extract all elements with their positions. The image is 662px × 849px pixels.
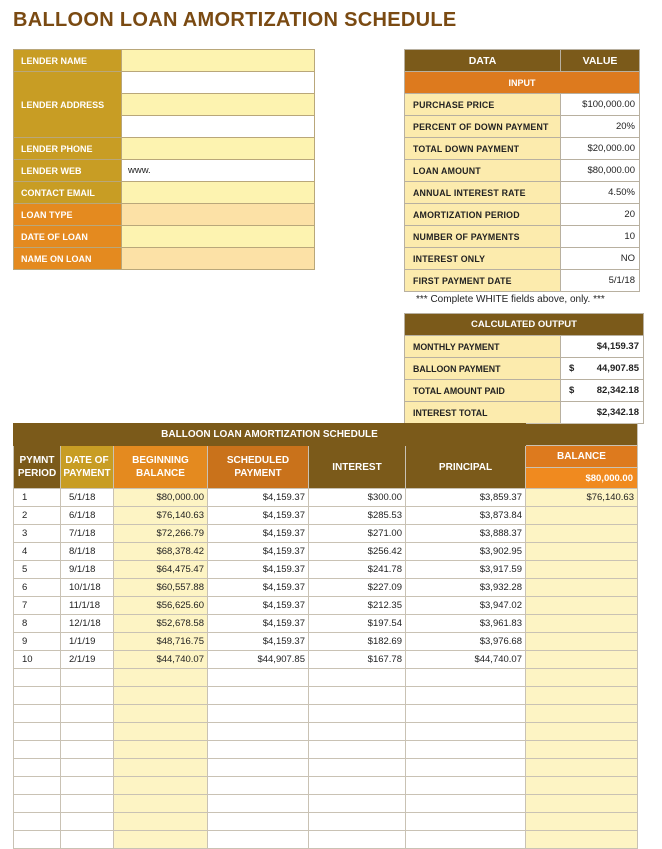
name-on-loan-label: NAME ON LOAN — [14, 248, 122, 270]
schedule-cell-principal — [406, 669, 526, 687]
lender-info-table — [13, 49, 315, 270]
lender-phone-label: LENDER PHONE — [14, 138, 122, 160]
schedule-cell-balance: $76,140.63 — [526, 489, 638, 507]
first-payment-date-input[interactable]: 5/1/18 — [561, 270, 640, 292]
page-title: BALLOON LOAN AMORTIZATION SCHEDULE — [13, 9, 457, 31]
schedule-cell-scheduled-payment — [208, 669, 309, 687]
schedule-row — [14, 831, 638, 849]
input-label: AMORTIZATION PERIOD — [405, 204, 561, 226]
contact-email-input[interactable] — [122, 182, 315, 204]
calculated-output-table — [404, 313, 644, 424]
schedule-cell-beginning-balance — [114, 705, 208, 723]
interest-total-value — [561, 402, 644, 424]
input-label: LOAN AMOUNT — [405, 160, 561, 182]
value-column-header: VALUE — [561, 50, 640, 72]
schedule-row — [14, 525, 638, 543]
total-amount-paid-value — [561, 380, 644, 402]
schedule-row — [14, 741, 638, 759]
schedule-cell-period: 7 — [14, 597, 61, 615]
schedule-row — [14, 507, 638, 525]
schedule-row — [14, 597, 638, 615]
output-row — [405, 336, 644, 358]
amortization-period-input[interactable]: 20 — [561, 204, 640, 226]
lender-address-input-2[interactable] — [122, 94, 315, 116]
schedule-cell-period — [14, 687, 61, 705]
schedule-body — [14, 489, 638, 849]
input-row — [405, 160, 640, 182]
schedule-cell-payment-date — [61, 669, 114, 687]
interest-total-label: INTEREST TOTAL — [405, 402, 561, 424]
date-header-line-2: PAYMENT — [63, 468, 111, 479]
schedule-cell-interest: $197.54 — [309, 615, 406, 633]
date-of-loan-input[interactable] — [122, 226, 315, 248]
input-row — [405, 182, 640, 204]
schedule-cell-balance — [526, 831, 638, 849]
input-label: PURCHASE PRICE — [405, 94, 561, 116]
schedule-cell-payment-date: 2/1/19 — [61, 651, 114, 669]
balance-caption-spacer — [526, 424, 638, 446]
schedule-cell-scheduled-payment: $4,159.37 — [208, 543, 309, 561]
period-header-line-1: PYMNT — [19, 455, 55, 466]
input-label: NUMBER OF PAYMENTS — [405, 226, 561, 248]
schedule-cell-beginning-balance: $52,678.58 — [114, 615, 208, 633]
input-label: ANNUAL INTEREST RATE — [405, 182, 561, 204]
schedule-cell-interest — [309, 687, 406, 705]
schedule-cell-interest — [309, 813, 406, 831]
input-row — [405, 204, 640, 226]
schedule-cell-payment-date: 5/1/18 — [61, 489, 114, 507]
lender-web-label: LENDER WEB — [14, 160, 122, 182]
schedule-cell-payment-date: 1/1/19 — [61, 633, 114, 651]
schedule-cell-period — [14, 669, 61, 687]
schedule-cell-period — [14, 741, 61, 759]
period-header-line-2: PERIOD — [17, 468, 57, 479]
lender-address-input-3[interactable] — [122, 116, 315, 138]
schedule-cell-period: 8 — [14, 615, 61, 633]
schedule-cell-beginning-balance — [114, 723, 208, 741]
schedule-cell-balance — [526, 741, 638, 759]
schedule-cell-interest: $271.00 — [309, 525, 406, 543]
input-label: TOTAL DOWN PAYMENT — [405, 138, 561, 160]
schedule-cell-principal: $3,932.28 — [406, 579, 526, 597]
schedule-cell-balance — [526, 543, 638, 561]
schedule-cell-period — [14, 795, 61, 813]
schedule-cell-scheduled-payment: $4,159.37 — [208, 615, 309, 633]
schedule-cell-principal — [406, 741, 526, 759]
amortization-schedule-table — [13, 423, 638, 849]
input-row — [405, 94, 640, 116]
down-payment-percent-input[interactable]: 20% — [561, 116, 640, 138]
schedule-cell-interest — [309, 831, 406, 849]
schedule-cell-scheduled-payment: $4,159.37 — [208, 597, 309, 615]
schedule-cell-interest: $167.78 — [309, 651, 406, 669]
schedule-cell-balance — [526, 777, 638, 795]
schedule-cell-scheduled-payment — [208, 741, 309, 759]
schedule-cell-balance — [526, 507, 638, 525]
schedule-cell-balance — [526, 705, 638, 723]
schedule-cell-beginning-balance: $56,625.60 — [114, 597, 208, 615]
input-row — [405, 270, 640, 292]
schedule-cell-scheduled-payment — [208, 795, 309, 813]
schedule-cell-beginning-balance — [114, 777, 208, 795]
schedule-cell-balance — [526, 795, 638, 813]
period-column-header — [14, 446, 61, 489]
total-amount-paid-amount: 82,342.18 — [596, 385, 639, 396]
lender-name-label: LENDER NAME — [14, 50, 122, 72]
schedule-cell-balance — [526, 813, 638, 831]
schedule-cell-interest — [309, 723, 406, 741]
schedule-cell-principal — [406, 813, 526, 831]
schedule-cell-period: 2 — [14, 507, 61, 525]
schedule-cell-scheduled-payment — [208, 687, 309, 705]
scheduled-payment-column-header — [208, 446, 309, 489]
schedule-cell-principal — [406, 687, 526, 705]
interest-column-header: INTEREST — [309, 446, 406, 489]
schedule-row — [14, 777, 638, 795]
schedule-cell-beginning-balance — [114, 759, 208, 777]
total-amount-paid-label: TOTAL AMOUNT PAID — [405, 380, 561, 402]
schedule-cell-period — [14, 723, 61, 741]
schedule-cell-principal: $3,961.83 — [406, 615, 526, 633]
balloon-payment-value — [561, 358, 644, 380]
data-column-header: DATA — [405, 50, 561, 72]
schedule-cell-period: 1 — [14, 489, 61, 507]
lender-address-row — [14, 72, 315, 94]
currency-symbol: $ — [569, 385, 575, 396]
schedule-row — [14, 561, 638, 579]
schedule-cell-beginning-balance: $48,716.75 — [114, 633, 208, 651]
schedule-cell-scheduled-payment — [208, 705, 309, 723]
schedule-cell-principal: $3,888.37 — [406, 525, 526, 543]
schedule-cell-period: 10 — [14, 651, 61, 669]
schedule-cell-period: 6 — [14, 579, 61, 597]
schedule-cell-payment-date — [61, 777, 114, 795]
schedule-cell-principal: $3,917.59 — [406, 561, 526, 579]
lender-web-input[interactable]: www. — [122, 160, 315, 182]
schedule-cell-beginning-balance: $76,140.63 — [114, 507, 208, 525]
input-label: INTEREST ONLY — [405, 248, 561, 270]
loan-type-row — [14, 204, 315, 226]
number-of-payments-input[interactable]: 10 — [561, 226, 640, 248]
schedule-cell-interest: $241.78 — [309, 561, 406, 579]
balloon-payment-amount: 44,907.85 — [596, 363, 639, 374]
input-row — [405, 116, 640, 138]
schedule-cell-principal: $3,859.37 — [406, 489, 526, 507]
schedule-cell-beginning-balance: $60,557.88 — [114, 579, 208, 597]
schedule-row — [14, 723, 638, 741]
contact-email-label: CONTACT EMAIL — [14, 182, 122, 204]
schedule-cell-period — [14, 813, 61, 831]
lender-phone-row — [14, 138, 315, 160]
schedule-cell-beginning-balance: $64,475.47 — [114, 561, 208, 579]
interest-only-input[interactable]: NO — [561, 248, 640, 270]
schedule-cell-balance — [526, 687, 638, 705]
schedule-cell-scheduled-payment: $44,907.85 — [208, 651, 309, 669]
schedule-cell-period — [14, 777, 61, 795]
calculated-output-header: CALCULATED OUTPUT — [405, 314, 644, 336]
balloon-payment-label: BALLOON PAYMENT — [405, 358, 561, 380]
input-row — [405, 226, 640, 248]
purchase-price-input[interactable]: $100,000.00 — [561, 94, 640, 116]
schedule-cell-principal — [406, 723, 526, 741]
schedule-cell-balance — [526, 651, 638, 669]
schedule-cell-principal — [406, 795, 526, 813]
principal-column-header: PRINCIPAL — [406, 446, 526, 489]
schedule-cell-period: 5 — [14, 561, 61, 579]
schedule-cell-payment-date — [61, 795, 114, 813]
monthly-payment-amount: $4,159.37 — [596, 341, 639, 352]
schedule-row — [14, 759, 638, 777]
schedule-cell-payment-date: 12/1/18 — [61, 615, 114, 633]
schedule-cell-principal: $3,873.84 — [406, 507, 526, 525]
schedule-cell-scheduled-payment: $4,159.37 — [208, 579, 309, 597]
schedule-cell-beginning-balance: $68,378.42 — [114, 543, 208, 561]
schedule-row — [14, 579, 638, 597]
schedule-cell-payment-date — [61, 723, 114, 741]
input-label: PERCENT OF DOWN PAYMENT — [405, 116, 561, 138]
schedule-row — [14, 543, 638, 561]
schedule-cell-balance — [526, 615, 638, 633]
schedule-cell-scheduled-payment — [208, 813, 309, 831]
schedule-cell-payment-date — [61, 813, 114, 831]
schedule-cell-scheduled-payment: $4,159.37 — [208, 489, 309, 507]
schedule-cell-beginning-balance — [114, 741, 208, 759]
schedule-cell-interest: $227.09 — [309, 579, 406, 597]
schedule-cell-principal: $3,976.68 — [406, 633, 526, 651]
scheduled-header-line-1: SCHEDULED — [226, 455, 290, 466]
schedule-row — [14, 633, 638, 651]
schedule-cell-scheduled-payment — [208, 723, 309, 741]
schedule-cell-interest — [309, 795, 406, 813]
schedule-cell-principal — [406, 831, 526, 849]
input-section-header: INPUT — [405, 72, 640, 94]
schedule-cell-interest — [309, 777, 406, 795]
schedule-cell-beginning-balance — [114, 831, 208, 849]
schedule-cell-interest: $182.69 — [309, 633, 406, 651]
schedule-cell-period: 3 — [14, 525, 61, 543]
contact-email-row — [14, 182, 315, 204]
interest-rate-input[interactable]: 4.50% — [561, 182, 640, 204]
schedule-cell-period: 9 — [14, 633, 61, 651]
schedule-row — [14, 651, 638, 669]
schedule-caption: BALLOON LOAN AMORTIZATION SCHEDULE — [14, 424, 526, 446]
lender-name-row — [14, 50, 315, 72]
schedule-cell-payment-date: 7/1/18 — [61, 525, 114, 543]
schedule-cell-period — [14, 759, 61, 777]
schedule-cell-principal: $3,902.95 — [406, 543, 526, 561]
schedule-cell-interest — [309, 705, 406, 723]
schedule-row — [14, 489, 638, 507]
schedule-cell-payment-date: 11/1/18 — [61, 597, 114, 615]
schedule-cell-interest — [309, 759, 406, 777]
date-of-loan-label: DATE OF LOAN — [14, 226, 122, 248]
schedule-cell-interest: $256.42 — [309, 543, 406, 561]
schedule-cell-balance — [526, 597, 638, 615]
beginning-header-line-1: BEGINNING — [132, 455, 189, 466]
output-row — [405, 358, 644, 380]
schedule-cell-beginning-balance — [114, 795, 208, 813]
schedule-cell-beginning-balance — [114, 813, 208, 831]
schedule-cell-beginning-balance: $72,266.79 — [114, 525, 208, 543]
currency-symbol: $ — [569, 363, 575, 374]
schedule-cell-period — [14, 831, 61, 849]
schedule-cell-scheduled-payment — [208, 831, 309, 849]
lender-web-row — [14, 160, 315, 182]
schedule-cell-payment-date: 10/1/18 — [61, 579, 114, 597]
lender-name-input[interactable] — [122, 50, 315, 72]
schedule-cell-scheduled-payment: $4,159.37 — [208, 561, 309, 579]
schedule-cell-beginning-balance: $80,000.00 — [114, 489, 208, 507]
date-header-line-1: DATE OF — [65, 455, 109, 466]
schedule-cell-payment-date — [61, 705, 114, 723]
output-row — [405, 402, 644, 424]
schedule-cell-payment-date: 8/1/18 — [61, 543, 114, 561]
schedule-cell-balance — [526, 669, 638, 687]
schedule-cell-principal — [406, 759, 526, 777]
schedule-cell-scheduled-payment — [208, 777, 309, 795]
loan-amount-value[interactable]: $80,000.00 — [561, 160, 640, 182]
schedule-cell-period: 4 — [14, 543, 61, 561]
input-row — [405, 138, 640, 160]
schedule-cell-balance — [526, 561, 638, 579]
schedule-cell-interest — [309, 741, 406, 759]
lender-phone-input[interactable] — [122, 138, 315, 160]
schedule-cell-payment-date: 6/1/18 — [61, 507, 114, 525]
schedule-cell-principal — [406, 705, 526, 723]
schedule-row — [14, 615, 638, 633]
total-down-payment-value[interactable]: $20,000.00 — [561, 138, 640, 160]
schedule-cell-scheduled-payment: $4,159.37 — [208, 525, 309, 543]
starting-balance-value: $80,000.00 — [526, 468, 638, 489]
schedule-row — [14, 813, 638, 831]
name-on-loan-input[interactable] — [122, 248, 315, 270]
schedule-cell-beginning-balance — [114, 669, 208, 687]
input-label: FIRST PAYMENT DATE — [405, 270, 561, 292]
schedule-row — [14, 687, 638, 705]
schedule-row — [14, 705, 638, 723]
schedule-cell-payment-date: 9/1/18 — [61, 561, 114, 579]
instruction-note: *** Complete WHITE fields above, only. *** — [416, 294, 605, 305]
schedule-row — [14, 669, 638, 687]
input-row — [405, 248, 640, 270]
schedule-cell-payment-date — [61, 831, 114, 849]
schedule-cell-payment-date — [61, 741, 114, 759]
monthly-payment-value — [561, 336, 644, 358]
schedule-cell-beginning-balance — [114, 687, 208, 705]
schedule-cell-scheduled-payment: $4,159.37 — [208, 507, 309, 525]
schedule-cell-principal — [406, 777, 526, 795]
loan-type-label: LOAN TYPE — [14, 204, 122, 226]
beginning-balance-column-header — [114, 446, 208, 489]
schedule-cell-period — [14, 705, 61, 723]
lender-address-label: LENDER ADDRESS — [14, 72, 122, 138]
date-of-loan-row — [14, 226, 315, 248]
schedule-cell-payment-date — [61, 687, 114, 705]
lender-address-input-1[interactable] — [122, 72, 315, 94]
output-row — [405, 380, 644, 402]
schedule-cell-balance — [526, 723, 638, 741]
schedule-cell-principal: $3,947.02 — [406, 597, 526, 615]
monthly-payment-label: MONTHLY PAYMENT — [405, 336, 561, 358]
schedule-cell-scheduled-payment: $4,159.37 — [208, 633, 309, 651]
schedule-cell-principal: $44,740.07 — [406, 651, 526, 669]
schedule-cell-balance — [526, 759, 638, 777]
input-data-table — [404, 49, 640, 292]
scheduled-header-line-2: PAYMENT — [234, 468, 282, 479]
schedule-cell-interest: $285.53 — [309, 507, 406, 525]
schedule-cell-balance — [526, 579, 638, 597]
schedule-row — [14, 795, 638, 813]
schedule-cell-beginning-balance: $44,740.07 — [114, 651, 208, 669]
balance-column-header: BALANCE — [526, 446, 638, 468]
schedule-cell-balance — [526, 525, 638, 543]
loan-type-input[interactable] — [122, 204, 315, 226]
schedule-cell-interest — [309, 669, 406, 687]
schedule-cell-payment-date — [61, 759, 114, 777]
date-column-header — [61, 446, 114, 489]
schedule-cell-interest: $300.00 — [309, 489, 406, 507]
interest-total-amount: $2,342.18 — [596, 407, 639, 418]
name-on-loan-row — [14, 248, 315, 270]
schedule-cell-scheduled-payment — [208, 759, 309, 777]
beginning-header-line-2: BALANCE — [136, 468, 185, 479]
schedule-cell-balance — [526, 633, 638, 651]
schedule-cell-interest: $212.35 — [309, 597, 406, 615]
